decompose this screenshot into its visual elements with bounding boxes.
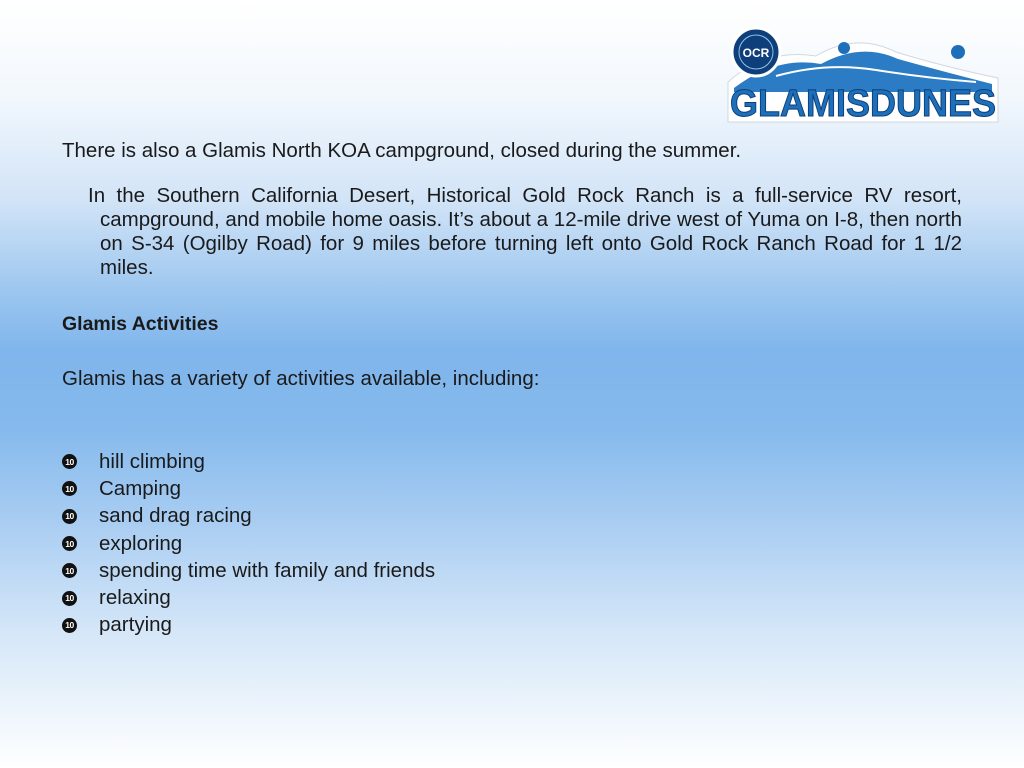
- list-item: [62, 612, 435, 639]
- list-item: [62, 448, 435, 475]
- activity-label: Camping: [99, 476, 182, 500]
- activity-label: partying: [99, 613, 172, 637]
- numbered-bullet-icon: 10: [62, 563, 77, 578]
- activities-list: [62, 448, 435, 639]
- numbered-bullet-icon: 10: [62, 509, 77, 524]
- numbered-bullet-icon: 10: [62, 618, 77, 633]
- activities-intro: Glamis has a variety of activities available, including:: [62, 367, 540, 390]
- numbered-bullet-icon: 10: [62, 454, 77, 469]
- section-heading: Glamis Activities: [62, 313, 219, 335]
- numbered-bullet-icon: 10: [62, 536, 77, 551]
- activity-label: exploring: [99, 531, 183, 555]
- list-item: [62, 475, 435, 502]
- list-item: [62, 530, 435, 557]
- list-item: [62, 584, 435, 611]
- logo-graphic: [726, 26, 1000, 126]
- activity-label: relaxing: [99, 586, 171, 610]
- activity-label: hill climbing: [99, 449, 205, 473]
- logo-badge-text: OCR: [742, 46, 770, 60]
- numbered-bullet-icon: 10: [62, 481, 77, 496]
- logo-brand-text: GLAMISDUNES: [730, 83, 996, 125]
- list-item: [62, 503, 435, 530]
- activity-label: spending time with family and friends: [99, 558, 436, 582]
- activity-label: sand drag racing: [99, 504, 252, 528]
- list-item: [62, 557, 435, 584]
- numbered-bullet-icon: 10: [62, 591, 77, 606]
- koa-note: There is also a Glamis North KOA campground, closed during the summer.: [62, 139, 742, 162]
- gold-rock-ranch-paragraph: In the Southern California Desert, Historical Gold Rock Ranch is a full-service RV resort, campground, and mobile home oasis. It’s about a 12-mile drive west of Yuma on I-8, then north on S-34 (Ogilby Road) for 9 miles before turning left onto Gold Rock Ranch Road for 1 1/2 miles.: [88, 184, 962, 279]
- glamis-dunes-logo: [726, 26, 1000, 126]
